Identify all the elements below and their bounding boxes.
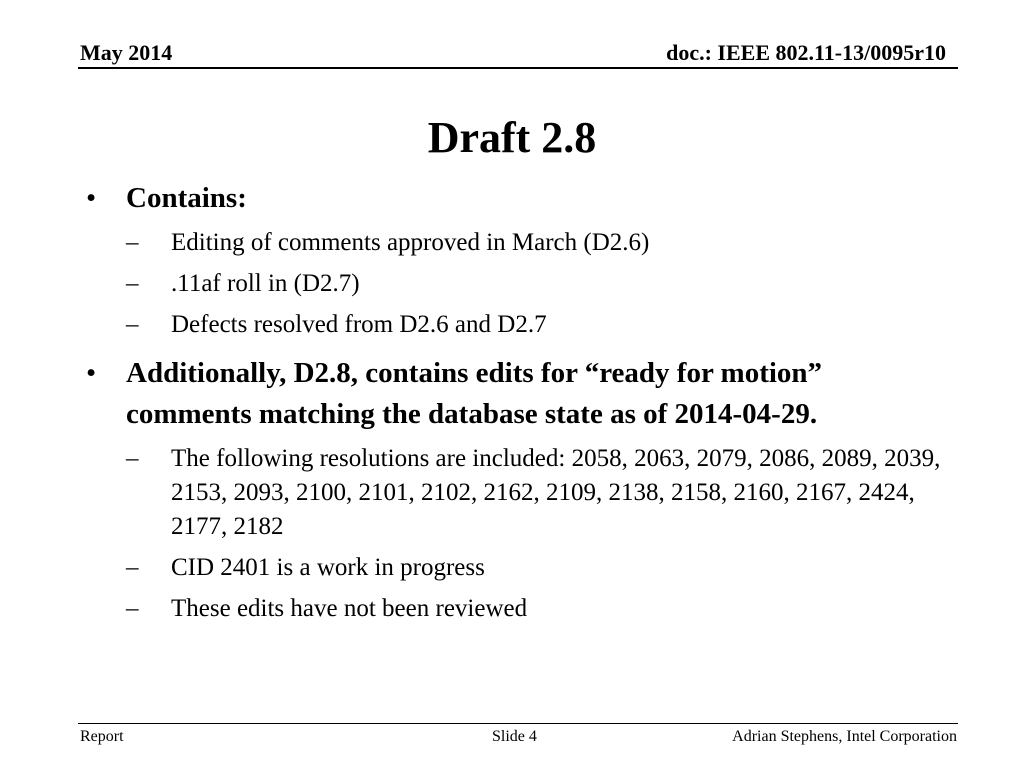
sub-bullet-item [86, 592, 946, 626]
bullet-item [86, 353, 946, 435]
slide-title: Draft 2.8 [427, 113, 597, 162]
sub-bullet-text: Editing of comments approved in March (D2.6) [171, 229, 650, 256]
dash-marker: – [126, 270, 139, 297]
sub-bullet-item [86, 551, 946, 585]
slide-body [86, 178, 946, 626]
sub-bullet-item [86, 226, 946, 260]
bullet-text: Contains: [126, 182, 247, 214]
footer-report-label: Report [80, 728, 124, 745]
footer-author: Adrian Stephens, Intel Corporation [732, 728, 957, 745]
footer-slide-number: Slide 4 [492, 728, 537, 745]
sub-bullet-text: .11af roll in (D2.7) [171, 270, 360, 297]
dash-marker: – [126, 311, 139, 338]
sub-bullet-item [86, 267, 946, 301]
dash-marker: – [126, 229, 139, 256]
sub-bullet-text: Defects resolved from D2.6 and D2.7 [171, 311, 547, 338]
header-date: May 2014 [80, 40, 173, 65]
bullet-item [86, 178, 946, 219]
sub-bullet-text: The following resolutions are included: 2058, 2063, 2079, 2086, 2089, 2039, 2153, 2093, 2100, 2101, 2102, 2162, 2109, 2138, 2158, 2160, 2167, 2424, 2177, 2182 [171, 445, 941, 540]
header-doc-id: doc.: IEEE 802.11-13/0095r10 [666, 40, 946, 65]
bullet-text: Additionally, D2.8, contains edits for “ready for motion” comments matching the database state as of 2014-04-29. [126, 357, 823, 430]
dash-marker: – [126, 595, 139, 622]
sub-bullet-text: These edits have not been reviewed [171, 595, 528, 622]
dash-marker: – [126, 554, 139, 581]
header-divider [78, 67, 958, 69]
bullet-marker: • [86, 357, 97, 389]
sub-bullet-item [86, 442, 946, 544]
footer-divider [78, 723, 958, 724]
dash-marker: – [126, 445, 139, 472]
sub-bullet-item [86, 308, 946, 342]
sub-bullet-text: CID 2401 is a work in progress [171, 554, 485, 581]
bullet-marker: • [86, 182, 97, 214]
